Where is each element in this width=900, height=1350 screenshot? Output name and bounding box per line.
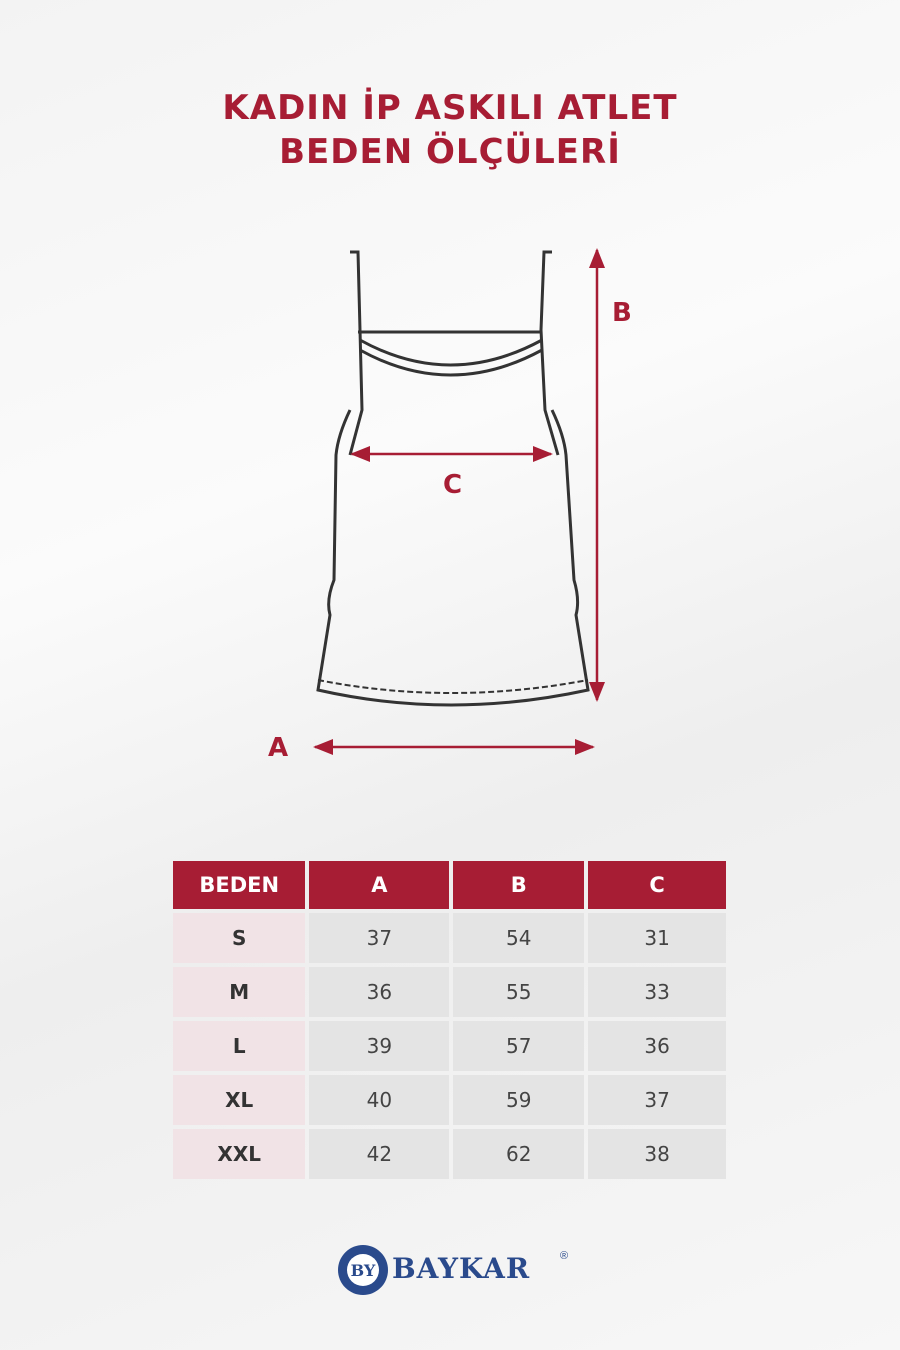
title-line-2: BEDEN ÖLÇÜLERİ <box>279 132 621 172</box>
table-row <box>173 913 726 963</box>
size-cell: XL <box>173 1075 305 1125</box>
value-cell: 62 <box>453 1129 584 1179</box>
value-cell: 57 <box>453 1021 584 1071</box>
header-beden: BEDEN <box>173 861 305 909</box>
header-b: B <box>453 861 584 909</box>
value-cell: 54 <box>453 913 584 963</box>
value-cell: 37 <box>588 1075 726 1125</box>
value-cell: 31 <box>588 913 726 963</box>
dimension-label-c: C <box>443 470 463 500</box>
value-cell: 40 <box>309 1075 449 1125</box>
size-cell: XXL <box>173 1129 305 1179</box>
header-c: C <box>588 861 726 909</box>
value-cell: 55 <box>453 967 584 1017</box>
baykar-logo <box>336 1240 576 1300</box>
table-row <box>173 1129 726 1179</box>
value-cell: 42 <box>309 1129 449 1179</box>
value-cell: 37 <box>309 913 449 963</box>
value-cell: 39 <box>309 1021 449 1071</box>
size-chart-table <box>169 857 730 1183</box>
value-cell: 38 <box>588 1129 726 1179</box>
value-cell: 36 <box>588 1021 726 1071</box>
table-row <box>173 1075 726 1125</box>
brand-name: BAYKAR <box>392 1252 531 1285</box>
size-cell: L <box>173 1021 305 1071</box>
dimension-label-a: A <box>268 733 289 763</box>
registered-mark: ® <box>560 1250 569 1262</box>
size-cell: M <box>173 967 305 1017</box>
title-line-1: KADIN İP ASKILI ATLET <box>222 88 678 128</box>
trademark-seal-icon <box>336 1240 390 1300</box>
table-row <box>173 1021 726 1071</box>
value-cell: 33 <box>588 967 726 1017</box>
svg-text:BY: BY <box>350 1261 376 1280</box>
value-cell: 36 <box>309 967 449 1017</box>
table-row <box>173 967 726 1017</box>
header-a: A <box>309 861 449 909</box>
dimension-label-b: B <box>612 298 632 328</box>
value-cell: 59 <box>453 1075 584 1125</box>
table-header-row <box>173 861 726 909</box>
size-cell: S <box>173 913 305 963</box>
